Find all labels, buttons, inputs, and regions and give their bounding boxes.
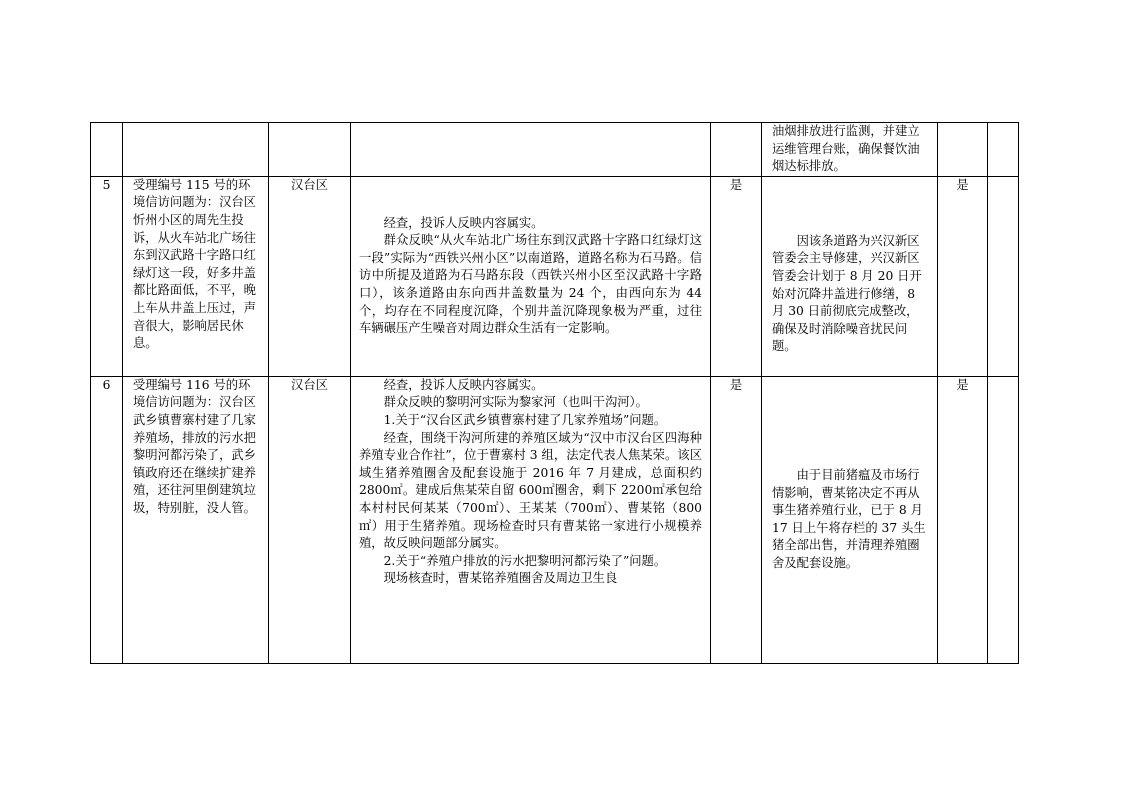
done-cell — [938, 123, 988, 177]
note-cell — [988, 123, 1019, 177]
verified-cell: 是 — [711, 376, 762, 663]
verified-cell — [711, 123, 762, 177]
done-cell: 是 — [938, 176, 988, 376]
result-paragraph: 经查，投诉人反映内容属实。 — [383, 215, 544, 230]
measures-cell: 因该条道路为兴汉新区管委会主导修建，兴汉新区管委会计划于 8 月 20 日开始对沉降井盖进行修缮，8 月 30 日前彻底完成整改，确保及时消除噪音扰民问题。 — [762, 176, 938, 376]
district-cell: 汉台区 — [269, 176, 351, 376]
complaint-table — [90, 122, 1019, 664]
table-row — [91, 376, 1019, 663]
measures-cell: 由于目前猪瘟及市场行情影响，曹某铭决定不再从事生猪养殖行业，已于 8 月 17 日上午将存栏的 37 头生猪全部出售，并清理养殖圈舍及配套设施。 — [762, 376, 938, 663]
done-cell: 是 — [938, 376, 988, 663]
verified-cell: 是 — [711, 176, 762, 376]
table-row — [91, 123, 1019, 177]
result-cell — [351, 376, 711, 663]
result-paragraph: 群众反映“从火车站北广场往东到汉武路十字路口红绿灯这一段”实际为“西铁兴州小区”以南道路，道路名称为石马路。信访中所提及道路为石马路东段（西铁兴州小区至汉武路十字路口），该条道路由东向西井盖数量为 24 个，由西向东为 44 个，均存在不同程度沉降，个别井盖沉降现象极为严重，过往车辆碾压产生噪音对周边群众生活有一定影响。 — [359, 233, 702, 336]
table-row — [91, 176, 1019, 376]
result-paragraph: 经查，围绕干沟河所建的养殖区域为“汉中市汉台区四海种养殖专业合作社”，位于曹寨村 3 组，法定代表人焦某荣。该区域生猪养殖圈舍及配套设施于 2016 年 7 月建成，总面积约 2800㎡。建成后焦某荣自留 600㎡圈舍，剩下 2200㎡承包给本村村民何某某（700㎡）、王某某（700㎡）、曹某铭（800㎡）用于生猪养殖。现场检查时只有曹某铭一家进行小规模养殖，故反映问题部分属实。 — [359, 430, 702, 551]
row-number — [91, 123, 123, 177]
issue-cell: 受理编号 115 号的环境信访问题为：汉台区忻州小区的周先生投诉，从火车站北广场往东到汉武路十字路口红绿灯这一段，好多井盖都比路面低，不平，晚上车从井盖上压过，声音很大，影响居民休息。 — [123, 176, 269, 376]
result-paragraph: 经查，投诉人反映内容属实。 — [383, 377, 544, 392]
note-cell — [988, 176, 1019, 376]
result-paragraph: 2.关于“养殖户排放的污水把黎明河都污染了”问题。 — [383, 553, 667, 568]
note-cell — [988, 376, 1019, 663]
result-cell — [351, 176, 711, 376]
row-number: 6 — [91, 376, 123, 663]
result-cell — [351, 123, 711, 177]
district-cell — [269, 123, 351, 177]
result-paragraph: 现场核查时，曹某铭养殖圈舍及周边卫生良 — [383, 571, 618, 586]
result-paragraph: 1.关于“汉台区武乡镇曹寨村建了几家养殖场”问题。 — [383, 412, 667, 427]
row-number: 5 — [91, 176, 123, 376]
issue-cell — [123, 123, 269, 177]
result-paragraph: 群众反映的黎明河实际为黎家河（也叫干沟河）。 — [383, 395, 648, 410]
issue-cell: 受理编号 116 号的环境信访问题为：汉台区武乡镇曹寨村建了几家养殖场，排放的污水把黎明河都污染了，武乡镇政府还在继续扩建养殖，还往河里倒建筑垃圾，特别脏，没人管。 — [123, 376, 269, 663]
district-cell: 汉台区 — [269, 376, 351, 663]
measures-cell: 油烟排放进行监测，并建立运维管理台账，确保餐饮油烟达标排放。 — [762, 123, 938, 177]
